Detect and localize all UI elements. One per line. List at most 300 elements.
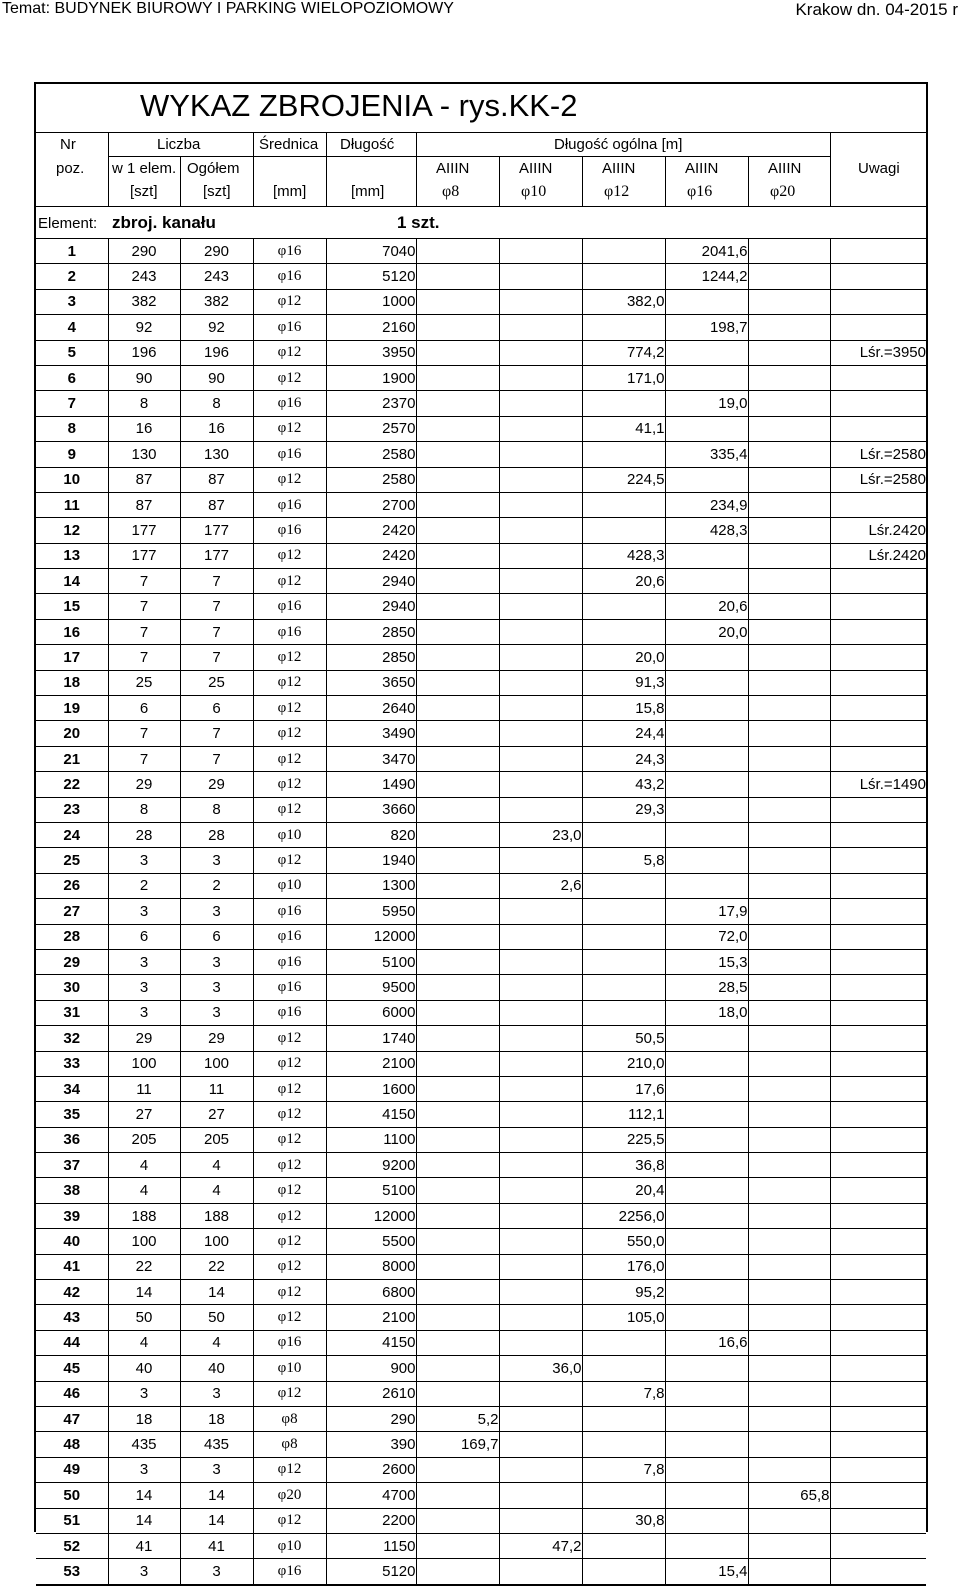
total-length-phi8-cell xyxy=(416,924,499,949)
remarks-cell xyxy=(830,1127,926,1152)
diameter-cell: φ12 xyxy=(253,746,326,771)
length-cell: 2160 xyxy=(326,315,416,340)
total-length-phi12-cell: 382,0 xyxy=(582,289,665,314)
remarks-cell xyxy=(830,289,926,314)
position-number-cell: 42 xyxy=(36,1280,108,1305)
total-length-phi20-cell xyxy=(748,696,830,721)
remarks-cell xyxy=(830,391,926,416)
length-cell: 9200 xyxy=(326,1153,416,1178)
length-cell: 5950 xyxy=(326,899,416,924)
count-total-cell: 100 xyxy=(180,1051,253,1076)
total-length-phi16-cell: 16,6 xyxy=(665,1330,748,1355)
total-length-phi16-cell xyxy=(665,1356,748,1381)
total-length-phi20-cell xyxy=(748,365,830,390)
total-length-phi10-cell xyxy=(499,1102,582,1127)
remarks-cell xyxy=(830,365,926,390)
position-number-cell: 39 xyxy=(36,1203,108,1228)
total-length-phi10-cell xyxy=(499,696,582,721)
header-ogolem: Ogółem xyxy=(187,160,240,177)
total-length-phi16-cell xyxy=(665,1051,748,1076)
total-length-phi10-cell xyxy=(499,619,582,644)
diameter-cell: φ16 xyxy=(253,492,326,517)
diameter-cell: φ12 xyxy=(253,289,326,314)
total-length-phi12-cell: 95,2 xyxy=(582,1280,665,1305)
position-number-cell: 24 xyxy=(36,822,108,847)
count-total-cell: 14 xyxy=(180,1508,253,1533)
total-length-phi10-cell xyxy=(499,1000,582,1025)
diameter-cell: φ12 xyxy=(253,569,326,594)
diameter-cell: φ20 xyxy=(253,1483,326,1508)
total-length-phi12-cell xyxy=(582,1406,665,1431)
count-total-cell: 14 xyxy=(180,1483,253,1508)
count-total-cell: 18 xyxy=(180,1406,253,1431)
total-length-phi16-cell xyxy=(665,873,748,898)
total-length-phi10-cell xyxy=(499,1559,582,1585)
count-per-element-cell: 4 xyxy=(108,1178,180,1203)
total-length-phi12-cell xyxy=(582,594,665,619)
position-number-cell: 1 xyxy=(36,239,108,264)
total-length-phi8-cell xyxy=(416,696,499,721)
total-length-phi8-cell xyxy=(416,569,499,594)
total-length-phi16-cell xyxy=(665,1102,748,1127)
position-number-cell: 37 xyxy=(36,1153,108,1178)
total-length-phi20-cell xyxy=(748,1178,830,1203)
header-diameter-20: φ20 xyxy=(770,183,796,200)
header-steel-20: AIIIN xyxy=(768,160,802,177)
total-length-phi20-cell xyxy=(748,289,830,314)
total-length-phi20-cell xyxy=(748,340,830,365)
header-dlugosc: Długość xyxy=(340,136,395,153)
total-length-phi12-cell: 774,2 xyxy=(582,340,665,365)
position-number-cell: 33 xyxy=(36,1051,108,1076)
header-diameter-10: φ10 xyxy=(521,183,547,200)
total-length-phi12-cell xyxy=(582,899,665,924)
total-length-phi16-cell: 15,3 xyxy=(665,949,748,974)
total-length-phi20-cell xyxy=(748,1102,830,1127)
total-length-phi10-cell xyxy=(499,1051,582,1076)
total-length-phi10-cell xyxy=(499,1432,582,1457)
remarks-cell xyxy=(830,797,926,822)
position-number-cell: 44 xyxy=(36,1330,108,1355)
remarks-cell xyxy=(830,239,926,264)
total-length-phi10-cell xyxy=(499,1076,582,1101)
table-row xyxy=(36,899,926,924)
header-diameter-8: φ8 xyxy=(442,183,460,200)
diameter-cell: φ16 xyxy=(253,391,326,416)
header-divider-bottom xyxy=(36,206,926,207)
position-number-cell: 5 xyxy=(36,340,108,365)
header-nr: Nr xyxy=(60,136,76,153)
table-row xyxy=(36,289,926,314)
total-length-phi10-cell xyxy=(499,848,582,873)
length-cell: 820 xyxy=(326,822,416,847)
table-row xyxy=(36,492,926,517)
total-length-phi8-cell xyxy=(416,822,499,847)
count-per-element-cell: 4 xyxy=(108,1153,180,1178)
total-length-phi20-cell xyxy=(748,1076,830,1101)
count-total-cell: 3 xyxy=(180,975,253,1000)
remarks-cell xyxy=(830,696,926,721)
position-number-cell: 20 xyxy=(36,721,108,746)
remarks-cell xyxy=(830,1533,926,1558)
total-length-phi10-cell xyxy=(499,1254,582,1279)
total-length-phi12-cell: 428,3 xyxy=(582,543,665,568)
count-total-cell: 29 xyxy=(180,772,253,797)
total-length-phi20-cell xyxy=(748,772,830,797)
total-length-phi8-cell xyxy=(416,848,499,873)
count-total-cell: 3 xyxy=(180,1457,253,1482)
total-length-phi8-cell xyxy=(416,340,499,365)
count-total-cell: 7 xyxy=(180,619,253,644)
length-cell: 2370 xyxy=(326,391,416,416)
length-cell: 1740 xyxy=(326,1026,416,1051)
table-row xyxy=(36,1432,926,1457)
table-row xyxy=(36,696,926,721)
diameter-cell: φ12 xyxy=(253,467,326,492)
position-number-cell: 40 xyxy=(36,1229,108,1254)
count-per-element-cell: 22 xyxy=(108,1254,180,1279)
remarks-cell xyxy=(830,746,926,771)
count-total-cell: 87 xyxy=(180,492,253,517)
count-per-element-cell: 7 xyxy=(108,645,180,670)
total-length-phi12-cell xyxy=(582,442,665,467)
total-length-phi8-cell xyxy=(416,949,499,974)
total-length-phi12-cell xyxy=(582,873,665,898)
total-length-phi8-cell xyxy=(416,1305,499,1330)
total-length-phi8-cell xyxy=(416,1178,499,1203)
total-length-phi12-cell: 224,5 xyxy=(582,467,665,492)
total-length-phi16-cell xyxy=(665,772,748,797)
length-cell: 2420 xyxy=(326,543,416,568)
total-length-phi16-cell: 20,6 xyxy=(665,594,748,619)
count-total-cell: 7 xyxy=(180,721,253,746)
length-cell: 2580 xyxy=(326,467,416,492)
position-number-cell: 26 xyxy=(36,873,108,898)
total-length-phi8-cell xyxy=(416,315,499,340)
count-per-element-cell: 100 xyxy=(108,1051,180,1076)
position-number-cell: 14 xyxy=(36,569,108,594)
position-number-cell: 36 xyxy=(36,1127,108,1152)
count-total-cell: 40 xyxy=(180,1356,253,1381)
total-length-phi20-cell: 65,8 xyxy=(748,1483,830,1508)
diameter-cell: φ12 xyxy=(253,1102,326,1127)
diameter-cell: φ16 xyxy=(253,949,326,974)
total-length-phi12-cell: 5,8 xyxy=(582,848,665,873)
total-length-phi12-cell: 43,2 xyxy=(582,772,665,797)
count-total-cell: 3 xyxy=(180,1000,253,1025)
table-row xyxy=(36,340,926,365)
remarks-cell xyxy=(830,1153,926,1178)
total-length-phi12-cell: 29,3 xyxy=(582,797,665,822)
total-length-phi20-cell xyxy=(748,239,830,264)
total-length-phi20-cell xyxy=(748,569,830,594)
total-length-phi10-cell xyxy=(499,467,582,492)
remarks-cell xyxy=(830,1026,926,1051)
length-cell: 1490 xyxy=(326,772,416,797)
total-length-phi12-cell: 7,8 xyxy=(582,1457,665,1482)
page-title: WYKAZ ZBROJENIA - rys.KK-2 xyxy=(140,88,578,123)
remarks-cell xyxy=(830,848,926,873)
header-steel-8: AIIIN xyxy=(436,160,470,177)
total-length-phi8-cell xyxy=(416,391,499,416)
remarks-cell: Lśr.=3950 xyxy=(830,340,926,365)
count-total-cell: 177 xyxy=(180,518,253,543)
table-row xyxy=(36,264,926,289)
total-length-phi16-cell xyxy=(665,1381,748,1406)
position-number-cell: 47 xyxy=(36,1406,108,1431)
remarks-cell xyxy=(830,264,926,289)
table-row xyxy=(36,848,926,873)
total-length-phi16-cell: 234,9 xyxy=(665,492,748,517)
total-length-phi20-cell xyxy=(748,797,830,822)
count-per-element-cell: 6 xyxy=(108,696,180,721)
position-number-cell: 53 xyxy=(36,1559,108,1585)
remarks-cell: Lśr.=2580 xyxy=(830,467,926,492)
total-length-phi10-cell xyxy=(499,239,582,264)
total-length-phi12-cell: 24,4 xyxy=(582,721,665,746)
page-topic: Temat: BUDYNEK BIUROWY I PARKING WIELOPOZIOMOWY xyxy=(2,0,454,17)
count-per-element-cell: 18 xyxy=(108,1406,180,1431)
header-col-line xyxy=(416,132,417,206)
count-total-cell: 7 xyxy=(180,645,253,670)
count-per-element-cell: 27 xyxy=(108,1102,180,1127)
count-total-cell: 3 xyxy=(180,1559,253,1585)
header-col-line xyxy=(326,132,327,206)
length-cell: 12000 xyxy=(326,1203,416,1228)
total-length-phi12-cell: 36,8 xyxy=(582,1153,665,1178)
total-length-phi16-cell: 1244,2 xyxy=(665,264,748,289)
total-length-phi8-cell xyxy=(416,1026,499,1051)
count-per-element-cell: 7 xyxy=(108,619,180,644)
total-length-phi10-cell xyxy=(499,365,582,390)
total-length-phi16-cell xyxy=(665,1406,748,1431)
position-number-cell: 22 xyxy=(36,772,108,797)
total-length-phi12-cell: 30,8 xyxy=(582,1508,665,1533)
header-divider-dlugosc-ogolna xyxy=(416,156,830,157)
count-per-element-cell: 7 xyxy=(108,721,180,746)
position-number-cell: 10 xyxy=(36,467,108,492)
position-number-cell: 45 xyxy=(36,1356,108,1381)
length-cell: 4700 xyxy=(326,1483,416,1508)
remarks-cell xyxy=(830,416,926,441)
table-row xyxy=(36,1102,926,1127)
total-length-phi20-cell xyxy=(748,594,830,619)
diameter-cell: φ12 xyxy=(253,543,326,568)
length-cell: 5120 xyxy=(326,1559,416,1585)
diameter-cell: φ12 xyxy=(253,1076,326,1101)
total-length-phi8-cell xyxy=(416,1356,499,1381)
total-length-phi16-cell: 19,0 xyxy=(665,391,748,416)
total-length-phi8-cell xyxy=(416,1153,499,1178)
total-length-phi12-cell xyxy=(582,924,665,949)
position-number-cell: 52 xyxy=(36,1533,108,1558)
total-length-phi10-cell xyxy=(499,315,582,340)
remarks-cell xyxy=(830,569,926,594)
diameter-cell: φ12 xyxy=(253,1381,326,1406)
total-length-phi8-cell xyxy=(416,1000,499,1025)
total-length-phi10-cell: 23,0 xyxy=(499,822,582,847)
total-length-phi16-cell xyxy=(665,1432,748,1457)
total-length-phi10-cell xyxy=(499,416,582,441)
diameter-cell: φ8 xyxy=(253,1406,326,1431)
total-length-phi8-cell xyxy=(416,721,499,746)
total-length-phi8-cell xyxy=(416,1280,499,1305)
total-length-phi20-cell xyxy=(748,518,830,543)
length-cell: 5100 xyxy=(326,1178,416,1203)
total-length-phi20-cell xyxy=(748,1330,830,1355)
table-row xyxy=(36,721,926,746)
header-col-line xyxy=(180,156,181,206)
length-cell: 3650 xyxy=(326,670,416,695)
table-row xyxy=(36,873,926,898)
total-length-phi12-cell: 20,0 xyxy=(582,645,665,670)
count-per-element-cell: 7 xyxy=(108,569,180,594)
count-per-element-cell: 6 xyxy=(108,924,180,949)
remarks-cell: Lśr.=1490 xyxy=(830,772,926,797)
total-length-phi10-cell xyxy=(499,746,582,771)
diameter-cell: φ12 xyxy=(253,772,326,797)
diameter-cell: φ16 xyxy=(253,1000,326,1025)
total-length-phi8-cell: 169,7 xyxy=(416,1432,499,1457)
count-total-cell: 130 xyxy=(180,442,253,467)
total-length-phi8-cell xyxy=(416,1381,499,1406)
diameter-cell: φ12 xyxy=(253,1178,326,1203)
total-length-phi12-cell xyxy=(582,1483,665,1508)
total-length-phi16-cell xyxy=(665,1483,748,1508)
diameter-cell: φ12 xyxy=(253,721,326,746)
count-total-cell: 6 xyxy=(180,924,253,949)
total-length-phi8-cell xyxy=(416,619,499,644)
header-steel-16: AIIIN xyxy=(685,160,719,177)
total-length-phi20-cell xyxy=(748,1356,830,1381)
length-cell: 1940 xyxy=(326,848,416,873)
table-row xyxy=(36,239,926,264)
table-row xyxy=(36,543,926,568)
total-length-phi8-cell xyxy=(416,1508,499,1533)
total-length-phi16-cell xyxy=(665,1280,748,1305)
remarks-cell xyxy=(830,1102,926,1127)
count-per-element-cell: 14 xyxy=(108,1508,180,1533)
header-col-line xyxy=(253,132,254,206)
diameter-cell: φ12 xyxy=(253,340,326,365)
diameter-cell: φ10 xyxy=(253,1356,326,1381)
total-length-phi20-cell xyxy=(748,1432,830,1457)
total-length-phi8-cell xyxy=(416,1483,499,1508)
header-srednica: Średnica xyxy=(259,136,319,153)
count-total-cell: 16 xyxy=(180,416,253,441)
table-row xyxy=(36,1483,926,1508)
total-length-phi16-cell xyxy=(665,1153,748,1178)
position-number-cell: 11 xyxy=(36,492,108,517)
count-total-cell: 8 xyxy=(180,797,253,822)
count-per-element-cell: 28 xyxy=(108,822,180,847)
total-length-phi10-cell xyxy=(499,1178,582,1203)
element-count: 1 szt. xyxy=(397,213,440,232)
rebar-table xyxy=(36,239,926,1586)
total-length-phi8-cell xyxy=(416,772,499,797)
table-row xyxy=(36,1457,926,1482)
count-total-cell: 205 xyxy=(180,1127,253,1152)
total-length-phi16-cell xyxy=(665,696,748,721)
total-length-phi20-cell xyxy=(748,1026,830,1051)
remarks-cell xyxy=(830,645,926,670)
remarks-cell xyxy=(830,1406,926,1431)
total-length-phi20-cell xyxy=(748,619,830,644)
length-cell: 2580 xyxy=(326,442,416,467)
length-cell: 290 xyxy=(326,1406,416,1431)
diameter-cell: φ16 xyxy=(253,239,326,264)
total-length-phi12-cell xyxy=(582,1000,665,1025)
count-per-element-cell: 177 xyxy=(108,543,180,568)
length-cell: 2610 xyxy=(326,1381,416,1406)
total-length-phi10-cell xyxy=(499,1381,582,1406)
table-row xyxy=(36,645,926,670)
diameter-cell: φ16 xyxy=(253,315,326,340)
count-total-cell: 7 xyxy=(180,746,253,771)
header-divider-liczba xyxy=(108,156,416,157)
length-cell: 4150 xyxy=(326,1330,416,1355)
diameter-cell: φ12 xyxy=(253,1254,326,1279)
table-row xyxy=(36,1305,926,1330)
total-length-phi16-cell xyxy=(665,1254,748,1279)
header-szt-2: [szt] xyxy=(203,183,231,200)
total-length-phi10-cell xyxy=(499,1457,582,1482)
total-length-phi16-cell xyxy=(665,1076,748,1101)
total-length-phi12-cell: 2256,0 xyxy=(582,1203,665,1228)
total-length-phi16-cell xyxy=(665,1305,748,1330)
diameter-cell: φ12 xyxy=(253,1153,326,1178)
remarks-cell xyxy=(830,1178,926,1203)
table-row xyxy=(36,1508,926,1533)
position-number-cell: 29 xyxy=(36,949,108,974)
table-row xyxy=(36,569,926,594)
header-diameter-12: φ12 xyxy=(604,183,630,200)
total-length-phi12-cell xyxy=(582,239,665,264)
count-per-element-cell: 435 xyxy=(108,1432,180,1457)
total-length-phi16-cell xyxy=(665,1457,748,1482)
remarks-cell xyxy=(830,1254,926,1279)
total-length-phi10-cell xyxy=(499,1305,582,1330)
remarks-cell xyxy=(830,1559,926,1585)
count-total-cell: 188 xyxy=(180,1203,253,1228)
total-length-phi10-cell xyxy=(499,975,582,1000)
table-row xyxy=(36,442,926,467)
total-length-phi20-cell xyxy=(748,1508,830,1533)
total-length-phi16-cell: 428,3 xyxy=(665,518,748,543)
total-length-phi16-cell xyxy=(665,848,748,873)
position-number-cell: 17 xyxy=(36,645,108,670)
length-cell: 1900 xyxy=(326,365,416,390)
total-length-phi10-cell xyxy=(499,569,582,594)
count-per-element-cell: 177 xyxy=(108,518,180,543)
table-row xyxy=(36,924,926,949)
header-col-line xyxy=(108,132,109,206)
table-row xyxy=(36,746,926,771)
total-length-phi10-cell xyxy=(499,899,582,924)
table-row xyxy=(36,670,926,695)
length-cell: 1150 xyxy=(326,1533,416,1558)
total-length-phi16-cell: 198,7 xyxy=(665,315,748,340)
element-label: Element: xyxy=(38,215,98,232)
total-length-phi16-cell xyxy=(665,721,748,746)
total-length-phi12-cell: 7,8 xyxy=(582,1381,665,1406)
position-number-cell: 41 xyxy=(36,1254,108,1279)
position-number-cell: 9 xyxy=(36,442,108,467)
length-cell: 2420 xyxy=(326,518,416,543)
position-number-cell: 32 xyxy=(36,1026,108,1051)
diameter-cell: φ16 xyxy=(253,924,326,949)
table-row xyxy=(36,1254,926,1279)
